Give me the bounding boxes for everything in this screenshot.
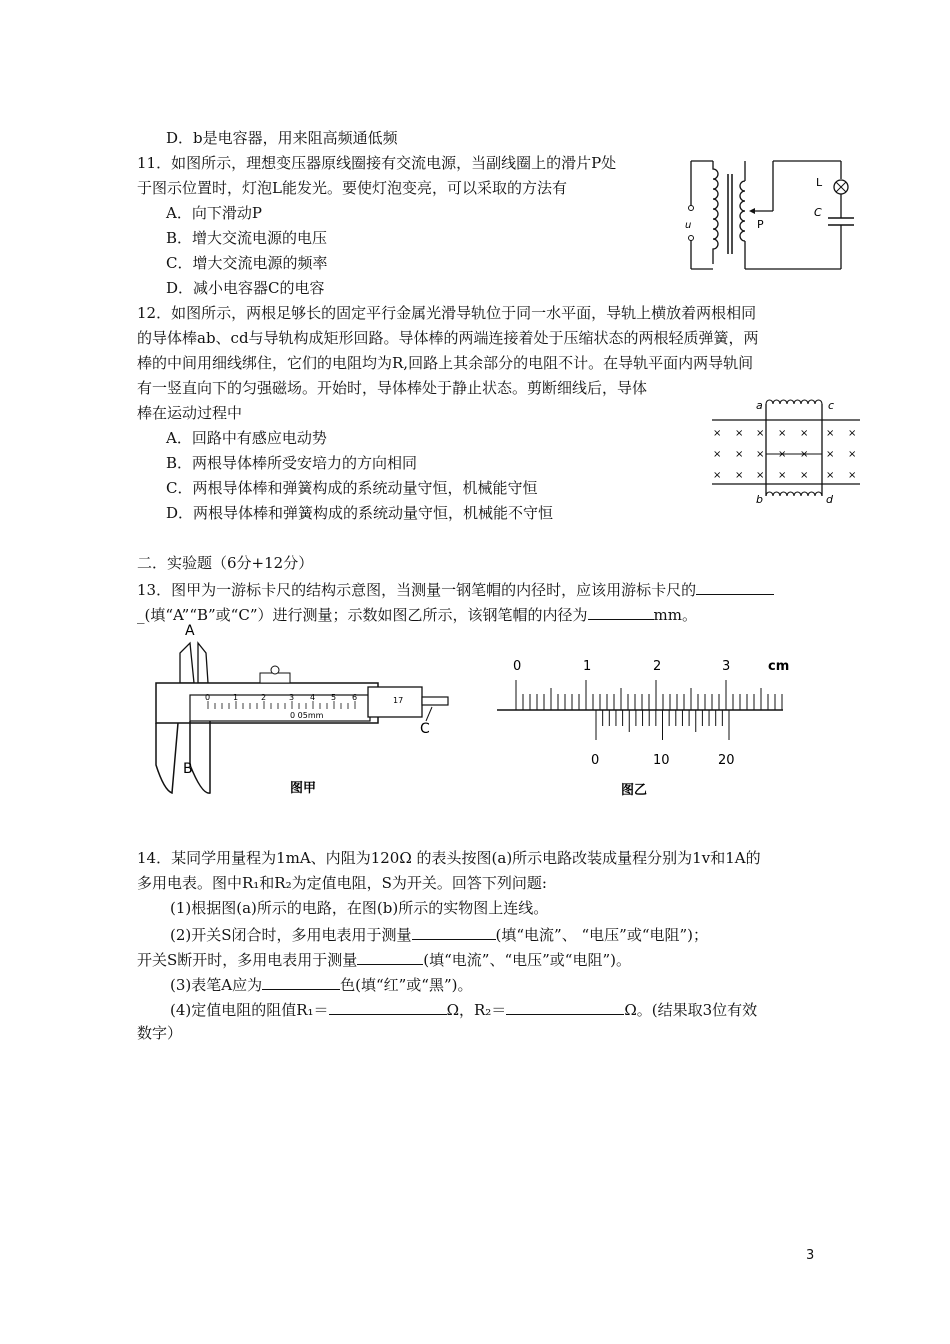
- q14-part2: [170, 923, 708, 945]
- q14-part2-text: (2)开关S闭合时，多用电表用于测量: [170, 926, 412, 944]
- q11-transformer-figure: [683, 156, 863, 276]
- vernier-reading-figure: [493, 650, 793, 800]
- q11-stem-line2: 于图示位置时，灯泡L能发光。要使灯泡变亮，可以采取的方法有: [137, 179, 567, 197]
- svg-text:×: ×: [800, 449, 809, 460]
- q12-stem-line3: 棒的中间用细线绑住，它们的电阻均为R,回路上其余部分的电阻不计。在导轨平面内两导轨间: [137, 354, 754, 372]
- svg-text:×: ×: [756, 470, 765, 481]
- fig-label-p: P: [757, 218, 764, 231]
- q14-part3: [170, 973, 472, 995]
- q11-option-a: A．向下滑动P: [166, 204, 262, 222]
- q11-option-c: C．增大交流电源的频率: [166, 254, 328, 272]
- svg-text:×: ×: [800, 470, 809, 481]
- svg-text:10: 10: [653, 753, 670, 768]
- svg-text:20: 20: [718, 753, 735, 768]
- caliper-caption: 图甲: [290, 781, 317, 796]
- vernier-main-ticks: [516, 680, 782, 710]
- vernier-caption: 图乙: [621, 783, 648, 798]
- q14-blank-3[interactable]: [262, 973, 340, 990]
- q14-part2-hint: (填“电流”、 “电压”或“电阻”)；: [495, 926, 709, 944]
- q14-part4-mid: Ω，R₂＝: [446, 1001, 507, 1019]
- svg-text:2: 2: [261, 693, 267, 702]
- q12-option-a: A．回路中有感应电动势: [166, 429, 327, 447]
- magnetic-field-marks: [713, 428, 856, 481]
- fig-label-c: C: [814, 206, 822, 219]
- svg-text:3: 3: [722, 659, 731, 674]
- svg-text:×: ×: [848, 449, 857, 460]
- fig-label-u: u: [685, 220, 692, 231]
- q11-stem-line1: 11．如图所示，理想变压器原线圈接有交流电源，当副线圈上的滑片P处: [137, 154, 617, 172]
- q13-text-2: _(填“A”“B”或“C”）进行测量；示数如图乙所示，该钢笔帽的内径为: [137, 606, 588, 624]
- svg-text:0: 0: [205, 693, 211, 702]
- svg-text:×: ×: [848, 470, 857, 481]
- svg-text:×: ×: [848, 428, 857, 439]
- q13-blank-1[interactable]: [696, 578, 774, 595]
- q12-option-b: B．两根导体棒所受安培力的方向相同: [166, 454, 418, 472]
- q10-option-d: D．b是电容器，用来阻高频通低频: [166, 129, 398, 147]
- q14-part4-cont: 数字）: [137, 1024, 183, 1042]
- svg-text:0: 0: [591, 753, 600, 768]
- svg-text:5: 5: [331, 693, 337, 702]
- svg-text:×: ×: [713, 449, 722, 460]
- q13-text: 13．图甲为一游标卡尺的结构示意图，当测量一钢笔帽的内径时，应该用游标卡尺的: [137, 581, 697, 599]
- q12-stem-line1: 12．如图所示，两根足够长的固定平行金属光滑导轨位于同一水平面，导轨上横放着两根相同: [137, 304, 757, 322]
- fig-label-a: a: [756, 399, 763, 412]
- q14-stem-line2: 多用电表。图中R₁和R₂为定值电阻，S为开关。回答下列问题:: [137, 874, 547, 892]
- vernier-sub-numbers: [591, 753, 735, 768]
- svg-text:4: 4: [310, 693, 316, 702]
- q13-blank-2[interactable]: [588, 603, 654, 620]
- svg-text:×: ×: [756, 428, 765, 439]
- q12-option-d: D．两根导体棒和弹簧构成的系统动量守恒，机械能不守恒: [166, 504, 554, 522]
- svg-text:×: ×: [778, 470, 787, 481]
- svg-text:3: 3: [289, 693, 295, 702]
- caliper-figure: [150, 615, 450, 805]
- fig-label-l: L: [816, 176, 823, 189]
- svg-text:×: ×: [826, 470, 835, 481]
- caliper-label-b: B: [183, 761, 193, 777]
- svg-text:×: ×: [756, 449, 765, 460]
- q13-stem-line1: [137, 578, 774, 600]
- page-number: 3: [806, 1248, 815, 1263]
- q14-part4-text: (4)定值电阻的阻值R₁＝: [170, 1001, 329, 1019]
- q12-stem-line4: 有一竖直向下的匀强磁场。开始时，导体棒处于静止状态。剪断细线后，导体: [137, 379, 648, 397]
- q14-part4: [170, 998, 757, 1020]
- svg-text:×: ×: [713, 428, 722, 439]
- svg-text:×: ×: [826, 449, 835, 460]
- vernier-sub-ticks: [596, 710, 729, 740]
- svg-text:×: ×: [735, 428, 744, 439]
- svg-text:2: 2: [653, 659, 662, 674]
- caliper-label-c: C: [420, 721, 430, 737]
- svg-text:1: 1: [233, 693, 239, 702]
- q14-blank-2[interactable]: [357, 948, 423, 965]
- q14-stem-line1: 14．某同学用量程为1mA、内阻为120Ω 的表头按图(a)所示电路改装成量程分别为1v和1A的: [137, 849, 761, 867]
- q12-rails-figure: [710, 396, 865, 508]
- q12-stem-line2: 的导体棒ab、cd与导轨构成矩形回路。导体棒的两端连接着处于压缩状态的两根轻质弹簧，两: [137, 329, 759, 347]
- svg-text:×: ×: [778, 449, 787, 460]
- svg-text:0: 0: [513, 659, 522, 674]
- q14-part3-hint: 色(填“红”或“黑”)。: [340, 976, 473, 994]
- svg-text:×: ×: [735, 470, 744, 481]
- q14-part3-text: (3)表笔A应为: [170, 976, 263, 994]
- q12-stem-line5: 棒在运动过程中: [137, 404, 243, 422]
- caliper-end-number: 17: [393, 696, 404, 705]
- fig-label-c: c: [828, 399, 835, 412]
- section-heading: 二．实验题（6分+12分）: [137, 554, 314, 572]
- q14-part4-end: Ω。(结果取3位有效: [624, 1001, 758, 1019]
- vernier-main-numbers: [513, 659, 789, 674]
- q14-part2b-text: 开关S断开时，多用电表用于测量: [137, 951, 358, 969]
- q14-blank-1[interactable]: [412, 923, 496, 940]
- q11-option-b: B．增大交流电源的电压: [166, 229, 328, 247]
- svg-text:×: ×: [800, 428, 809, 439]
- fig-label-d: d: [826, 493, 833, 506]
- q14-blank-r2[interactable]: [506, 998, 624, 1015]
- q14-blank-r1[interactable]: [329, 998, 447, 1015]
- q11-option-d: D．减小电容器C的电容: [166, 279, 325, 297]
- svg-text:1: 1: [583, 659, 592, 674]
- svg-text:×: ×: [826, 428, 835, 439]
- vernier-unit: cm: [768, 659, 790, 674]
- q14-part2b-hint: (填“电流”、“电压”或“电阻”)。: [423, 951, 631, 969]
- caliper-vernier-note: 0 05mm: [290, 711, 324, 720]
- q14-part1: (1)根据图(a)所示的电路，在图(b)所示的实物图上连线。: [170, 899, 549, 917]
- svg-text:×: ×: [735, 449, 744, 460]
- caliper-label-a: A: [185, 623, 195, 639]
- q12-option-c: C．两根导体棒和弹簧构成的系统动量守恒，机械能守恒: [166, 479, 538, 497]
- fig-label-b: b: [756, 493, 763, 506]
- svg-text:×: ×: [778, 428, 787, 439]
- svg-text:6: 6: [352, 693, 358, 702]
- svg-text:×: ×: [713, 470, 722, 481]
- q14-part2b: [137, 948, 631, 970]
- q13-unit: mm。: [653, 606, 697, 624]
